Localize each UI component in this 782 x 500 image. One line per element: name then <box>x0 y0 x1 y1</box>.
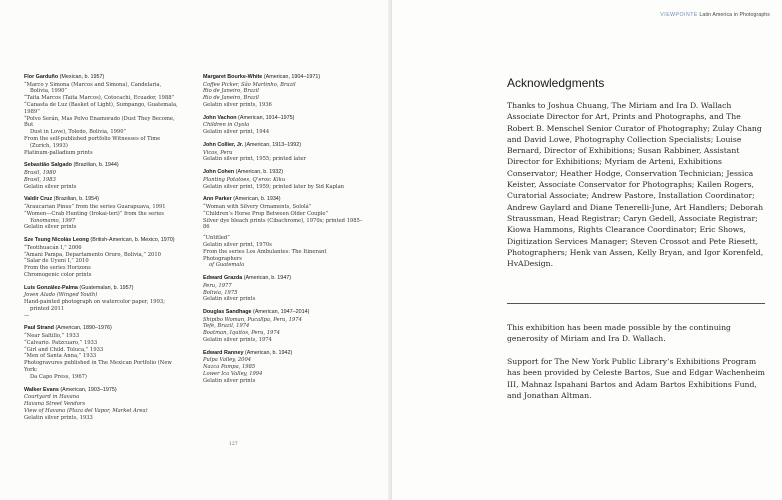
artist-heading <box>24 237 184 245</box>
artist-meta: (American, 1904–1971) <box>263 74 321 80</box>
artist-name: Ann Parker <box>203 196 232 203</box>
artist-meta: (American, b. 1932) <box>235 169 283 176</box>
checklist-entry <box>24 74 184 156</box>
work-line: Yanomamo, 1997 <box>30 217 76 224</box>
work-line: Gelatin silver prints <box>24 224 77 231</box>
work-line: “Children’s Horse Prop Between Older Couple” <box>203 210 329 217</box>
work-line: Rio de Janeiro, Brazil <box>203 95 259 102</box>
artist-heading <box>24 196 184 204</box>
artist-name: Valdir Cruz <box>24 196 53 203</box>
work-line: Silver dye bleach prints (Cibachrome), 1970s; printed 1985–86 <box>203 217 363 231</box>
work-line: Vicos, Peru <box>203 149 233 156</box>
checklist-column-1 <box>24 74 184 427</box>
work-line: Coffee Picker, São Martinho, Brazil <box>203 81 296 88</box>
work-line: printed 2011 <box>30 305 65 312</box>
work-line: Photogravures published in The Mexican Portfolio (New York: <box>24 360 172 374</box>
checklist-column-2 <box>203 74 363 391</box>
work-line: “Marco y Simona (Marcos and Simona), Candelaria, <box>24 81 162 88</box>
artist-heading <box>24 387 184 395</box>
work-line: “Canasta de Luz (Basket of Light), Sumpango, Guatemala, 1989” <box>24 101 178 115</box>
artist-heading <box>203 169 363 177</box>
running-header-section: VIEWPOINTE <box>660 12 698 18</box>
artist-name: Edward Grazda <box>203 275 243 282</box>
artist-name: Douglas Sandhage <box>203 309 252 316</box>
work-line: Gelatin silver prints, 1936 <box>203 101 272 108</box>
artist-heading <box>24 325 184 333</box>
checklist-entry <box>24 196 184 231</box>
work-line: Planting Potatoes, Q’eros: Kiku <box>203 176 286 183</box>
work-line: “Salar de Uyuni I,” 2010 <box>24 258 89 265</box>
checklist-entry <box>24 237 184 279</box>
funding-note-1: This exhibition has been made possible by the continuing generosity of Miriam and Ira D. Wallach. <box>507 323 731 344</box>
work-line: Gelatin silver print, 1959; printed later by Sid Kaplan <box>203 183 345 190</box>
work-line: Gelatin silver prints <box>203 377 256 384</box>
work-line: Joven Alado (Winged Youth) <box>24 292 98 299</box>
artist-meta: (American, 1914–1975) <box>238 114 295 121</box>
artist-heading <box>24 162 184 170</box>
work-line: of Guatemala <box>209 262 245 269</box>
checklist-entry <box>203 74 363 109</box>
artist-meta: (Brazilian, b. 1954) <box>53 196 99 203</box>
checklist-entry <box>24 162 184 190</box>
checklist-entry <box>24 285 184 320</box>
running-header-title: Latin America in Photographs <box>699 12 770 18</box>
artist-meta: (American, 1903–1975) <box>60 386 117 393</box>
work-line: Platinum-palladium prints <box>24 149 93 156</box>
work-line: Brasil, 1983 <box>24 176 56 183</box>
work-line: Gelatin silver prints <box>24 183 77 190</box>
work-line: Nazca Pampa, 1985 <box>203 364 256 371</box>
work-line: Lower Ica Valley, 1994 <box>203 371 263 378</box>
artist-meta: (Brazilian, b. 1944) <box>73 162 119 169</box>
checklist-entry <box>24 387 184 422</box>
artist-meta: (Guatemalan, b. 1957) <box>79 284 134 291</box>
work-line: Dust in Love), Toledo, Bolivia, 1990” <box>30 129 127 136</box>
artist-name: Paul Strand <box>24 325 54 332</box>
artist-name: John Cohen <box>203 169 235 176</box>
work-line: (Zurich, 1993) <box>30 142 68 149</box>
artist-heading <box>203 74 363 82</box>
work-line: “Calvario. Patzcuaro,” 1933 <box>24 339 98 346</box>
artist-heading <box>203 142 363 150</box>
work-line: Children in Oyola <box>203 122 250 129</box>
page-number: 127 <box>229 442 238 447</box>
artist-name: Luis González-Palma <box>24 284 78 291</box>
artist-heading <box>203 115 363 123</box>
work-line: Havana Street Vendors <box>24 401 85 408</box>
artist-name: John Collier, Jr. <box>203 141 244 148</box>
work-line: “Araucarian Pinus” from the series Guarapuava, 1991 <box>24 203 166 210</box>
acknowledgments-heading: Acknowledgments <box>507 76 605 90</box>
checklist-entry <box>24 325 184 380</box>
running-header <box>660 12 770 18</box>
work-line: Boatman, Iquitos, Peru, 1974 <box>203 330 280 337</box>
artist-meta: (American, 1890–1976) <box>55 325 112 332</box>
work-line: “Men of Santa Anna,” 1933 <box>24 353 97 360</box>
work-line: “Amani Pampa, Departamento Oruro, Bolivia,” 2010 <box>24 251 161 258</box>
section-divider <box>507 303 765 304</box>
checklist-entry <box>203 142 363 163</box>
artist-name: Margaret Bourke-White <box>203 74 263 80</box>
funding-note-2: Support for The New York Public Library’s Exhibitions Program has been provided by Celeste Bartos, Sue and Edgar Wachenheim III, Mahnaz Ispahani Bartos and Adam Bartos Exhibitions Fund, and Jonathan Altman. <box>507 357 765 400</box>
work-line: “Girl and Child. Toluca,” 1933 <box>24 346 104 353</box>
artist-name: Sze Tsung Nicolás Leong <box>24 237 89 244</box>
artist-heading <box>203 350 363 358</box>
artist-meta: (American, b. 1942) <box>244 349 293 356</box>
work-line: Gelatin silver prints, 1933 <box>24 414 93 421</box>
checklist-entry <box>203 350 363 385</box>
work-line: From the series Los Ambulantes: The Itinerant Photographers <box>203 248 327 262</box>
work-line: “Women—Crab Hunting (Irokai-teri)” from the series <box>24 210 164 217</box>
artist-name: John Vachon <box>203 114 237 121</box>
artist-meta: (American, b. 1947) <box>243 275 292 282</box>
work-line: Peru, 1977 <box>203 282 232 289</box>
work-line: Courtyard in Havana <box>24 394 80 401</box>
artist-name: Flor Garduño <box>24 74 59 80</box>
work-line: Hand-painted photograph on watercolor paper, 1993; <box>24 299 165 306</box>
checklist-entry <box>203 169 363 190</box>
work-line: From the series Horizons <box>24 265 91 272</box>
work-line: Da Capo Press, 1967) <box>30 373 87 380</box>
work-line: Gelatin silver print, 1944 <box>203 129 270 136</box>
checklist-entry <box>203 196 363 269</box>
artist-name: Edward Ranney <box>203 349 244 356</box>
work-line: Rio de Janeiro, Brazil <box>203 88 259 95</box>
artist-heading <box>203 196 363 204</box>
checklist-entry <box>203 275 363 303</box>
work-line: Chromogenic color prints <box>24 271 92 278</box>
work-line: Pulpa Valley, 2004 <box>203 357 252 364</box>
artist-heading <box>203 309 363 317</box>
work-line: — <box>24 312 30 319</box>
artist-meta: (American, 1913–1992) <box>244 141 301 148</box>
work-line: Bolivia, 1990” <box>30 88 68 95</box>
artist-meta: (American, 1947–2014) <box>253 309 310 316</box>
work-line: Gelatin silver print, 1970s <box>203 241 272 248</box>
work-line: “Near Saltillo,” 1933 <box>24 333 80 340</box>
work-line: Shipibo Woman, Pucallpa, Peru, 1974 <box>203 316 302 323</box>
artist-meta: (Mexican, b. 1957) <box>59 74 105 80</box>
artist-name: Sebastião Salgado <box>24 162 72 169</box>
checklist-entry <box>203 309 363 344</box>
artist-name: Walker Evans <box>24 386 59 393</box>
work-line: Bolivia, 1975 <box>203 289 238 296</box>
work-line: “Teotihuacán I,” 2006 <box>24 244 82 251</box>
artist-heading <box>203 275 363 283</box>
work-line: Tefé, Brazil, 1974 <box>203 323 250 330</box>
work-line: Brasil, 1980 <box>24 169 56 176</box>
work-line: Gelatin silver prints <box>203 296 256 303</box>
work-line: “Woman with Silvery Ornaments, Sololá” <box>203 203 312 210</box>
work-line: “Taita Marcos (Taita Marcos), Cotocachi, Ecuador, 1988” <box>24 95 175 102</box>
work-line: Gelatin silver print, 1955; printed later <box>203 156 306 163</box>
work-line: “Untitled” <box>203 235 230 242</box>
work-line: “Polvo Serán, Mas Polvo Enamorado (Dust They Become, But <box>24 115 175 129</box>
checklist-entry <box>203 115 363 136</box>
work-line: View of Havana (Plaza del Vapor, Market Area) <box>24 407 148 414</box>
work-line: Gelatin silver prints, 1974 <box>203 337 272 344</box>
artist-meta: (British-American, b. Mexico, 1970) <box>90 237 175 244</box>
artist-heading <box>24 74 184 82</box>
acknowledgments-body: Thanks to Joshua Chuang, The Miriam and Ira D. Wallach Associate Director for Art, Prints and Photographs, and The Robert B. Menschel Senior Curator of Photography; Zulay Chang and David Lowe, Photography Collection Specialists; Louise Bernard, Director of Exhibitions; Susan Rabbiner, Assistant Director for Exhibitions; Myriam de Arteni, Exhibitions Conservator; Heather Hodge, Conservation Technician; Jessica Keister, Associate Conservator for Photographs; Kailen Rogers, Curatorial Associate; Andrew Pastore, Installation Coordinator; Andrew Gaylard and Diane Tenerelli-June, Art Handlers; Deborah Straussman, Head Registrar; Caryn Gedell, Associate Registrar; Kiowa Hammons, Rights Clearance Coordinator; Eric Shows, Digitization Services Manager; Steven Crossot and Pete Riesett, Photographers; Henk van Assen, Kelly Bryan, and Igor Korenfeld, HvADesign. <box>507 101 764 269</box>
artist-meta: (American, b. 1934) <box>233 196 281 203</box>
work-line: From the self-published portfolio Witnesses of Time <box>24 135 161 142</box>
